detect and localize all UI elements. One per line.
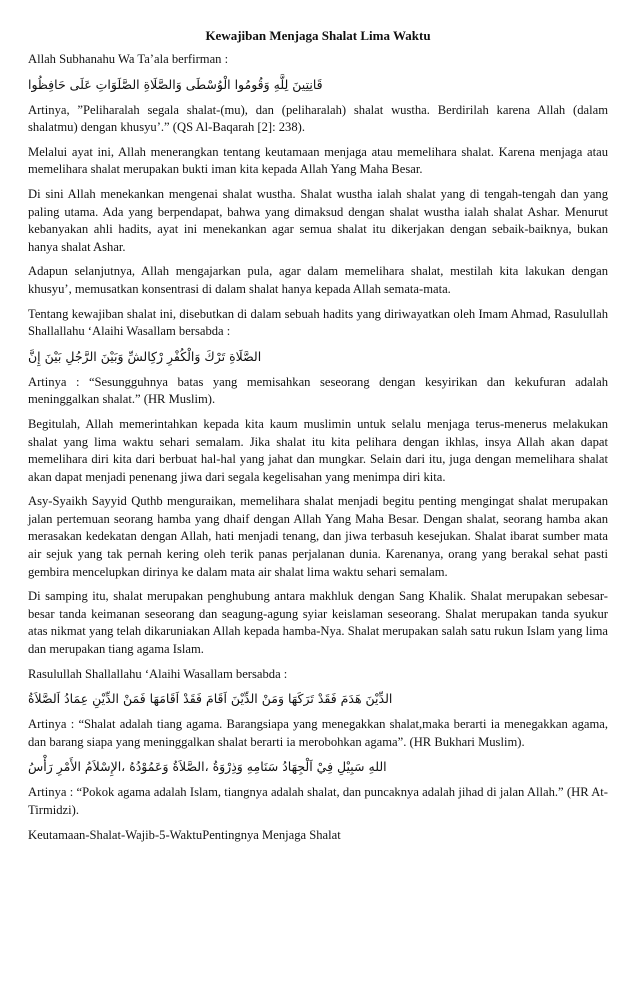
paragraph-explanation-2: Di sini Allah menekankan mengenai shalat wustha. Shalat wustha ialah shalat yang di tengah-tengah dan yang paling utama. Ada yang berpendapat, bahwa yang dimaksud dengan shalat wustha ialah shalat Ashar. Menurut kebanyakan ahli hadits, ayat ini menekankan agar semua shalat itu dikerjakan dengan sebaik-baiknya, bukan hanya shalat Ashar. — [28, 186, 608, 254]
paragraph-intro: Allah Subhanahu Wa Ta’ala berfirman : — [28, 52, 229, 66]
paragraph-translation-1: Artinya, ”Peliharalah segala shalat-(mu), dan (peliharalah) shalat wustha. Berdirilah karena Allah (dalam shalatmu) dengan khusyu’.” (QS Al-Baqarah [2]: 238). — [28, 102, 608, 135]
arabic-hadith-1: الصَّلَاةِ تَرْكَ وَالْكُفْرِ رْكِالشِّ وَبَيْنَ الرَّجُلِ بَيْنَ إِنَّ — [28, 348, 262, 364]
paragraph-translation-3: Artinya : “Shalat adalah tiang agama. Barangsiapa yang menegakkan shalat,maka berarti ia menegakkan agama, dan barang siapa yang meninggalkan shalat berarti ia merobohkan agama”. (HR Bukhari Muslim). — [28, 717, 608, 749]
paragraph-translation-2: Artinya : “Sesungguhnya batas yang memisahkan seseorang dengan kesyirikan dan kekufuran adalah meninggalkan shalat.” (HR Muslim). — [28, 374, 608, 407]
paragraph-explanation-6: Di samping itu, shalat merupakan penghubung antara makhluk dengan Sang Khalik. Shalat merupakan sebesar-besar tanda keimanan seseorang dan seagung-agung syiar keislaman seseorang. Shalat merupakan tanda syukur atas nikmat yang telah dikaruniakan Allah kepada hamba-Nya. Shalat merupakan salah satu rukun Islam yang lima dan merupakan tiang agama Islam. — [28, 589, 608, 657]
arabic-hadith-3: اللهِ سَبِيْلِ فِيْ اَلْجِهَادُ سَنَامِهِ وَذِرْوَةُ ،الصَّلاَةُ وَعَمُوْدُهُ ،الإِسْلاَمُ الأَمْرِ رَأْسُ — [28, 759, 387, 775]
paragraph-footer: Keutamaan-Shalat-Wajib-5-WaktuPentingnya Menjaga Shalat — [28, 827, 341, 842]
arabic-hadith-2: الدِّيْنَ هَدَمَ فَقَدْ تَرَكَهَا وَمَنْ الدِّيْنَ اَقَامَ فَقَدْ اَقَامَهَا فَمَنْ الدِّيْنِ عِمَادُ اَلصَّلاَةُ — [28, 691, 393, 707]
paragraph-hadith-intro-1: Tentang kewajiban shalat ini, disebutkan di dalam sebuah hadits yang diriwayatkan oleh Imam Ahmad, Rasulullah Shallallahu ‘Alaihi Wasallam bersabda : — [28, 306, 608, 339]
arabic-verse-1: قَانِتِينَ لِلَّهِ وَقُومُوا الْوُسْطَى وَالصَّلَاةِ الصَّلَوَاتِ عَلَى حَافِظُوا — [28, 76, 323, 92]
document-title: Kewajiban Menjaga Shalat Lima Waktu — [205, 28, 431, 43]
paragraph-explanation-4: Begitulah, Allah memerintahkan kepada kita kaum muslimin untuk selalu menjaga terus-menerus melakukan shalat yang lima waktu sehari semalam. Jika shalat itu kita pelihara dengan ikhlas, insya Allah akan dapat memelihara diri kita dari berbuat hal-hal yang jahat dan mungkar. Selain dari itu, juga dengan memelihara shalat akan dapat menjadi penenang jiwa dari segala kegelisahan yang menimpa diri kita. — [28, 416, 608, 484]
paragraph-translation-4: Artinya : “Pokok agama adalah Islam, tiangnya adalah shalat, dan puncaknya adalah jihad di jalan Allah.” (HR At-Tirmidzi). — [28, 785, 608, 817]
paragraph-explanation-5: Asy-Syaikh Sayyid Quthb menguraikan, memelihara shalat menjadi begitu penting mengingat shalat merupakan jalan pertemuan seorang hamba yang dhaif dengan Allah Yang Maha Besar. Dengan shalat, seorang hamba akan merasakan kedekatan dengan Allah, hati menjadi tenang, dan jiwa terbasuh kesejukan. Shalat ibarat sumber mata air sejuk yang tak pernah kering oleh terik panas perjalanan dunia. Karenanya, orang yang berakal sehat pasti gembira mencelupkan dirinya ke dalam mata air shalat lima waktu sehari semalam. — [28, 494, 608, 579]
paragraph-explanation-1: Melalui ayat ini, Allah menerangkan tentang keutamaan menjaga atau memelihara shalat. Karena menjaga atau memelihara shalat merupakan bukti iman kita kepada Allah Yang Maha Besar. — [28, 144, 608, 177]
paragraph-explanation-3: Adapun selanjutnya, Allah mengajarkan pula, agar dalam memelihara shalat, mestilah kita lakukan dengan khusyu’, memusatkan konsentrasi di dalam shalat hanya kepada Allah semata-mata. — [28, 264, 608, 296]
paragraph-hadith-intro-2: Rasulullah Shallallahu ‘Alaihi Wasallam bersabda : — [28, 666, 288, 681]
